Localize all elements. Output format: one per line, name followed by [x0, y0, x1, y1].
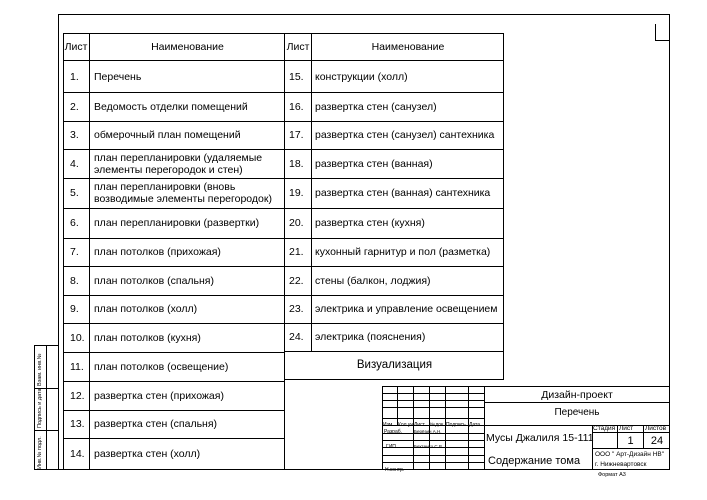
visualization-line — [285, 351, 504, 352]
developer-name: Берёзин А.Н. — [414, 429, 442, 434]
left-row-name: развертка стен (холл) — [94, 448, 201, 460]
right-sheet-header: Лист — [286, 41, 310, 53]
right-row-divider — [285, 92, 504, 93]
right-table-header-line — [285, 60, 504, 61]
left-row-divider — [63, 92, 285, 93]
right-row-num: 23. — [289, 303, 304, 315]
left-row-divider — [63, 238, 285, 239]
left-row-num: 13. — [70, 418, 85, 430]
list-label: Лист — [619, 425, 634, 432]
right-row-num: 15. — [289, 70, 304, 83]
lists-label: Листов — [645, 425, 667, 432]
right-row-name: электрика и управление освещением — [315, 303, 498, 315]
left-row-name: развертка стен (спальня) — [94, 418, 218, 430]
left-row-num: 5. — [70, 187, 79, 199]
left-row-num: 4. — [70, 157, 79, 170]
left-row-name: развертка стен (прихожая) — [94, 389, 224, 402]
right-row-name: развертка стен (ванная) сантехника — [315, 187, 491, 199]
right-row-divider — [285, 208, 504, 209]
left-row-num: 9. — [70, 303, 79, 315]
left-row-divider — [63, 121, 285, 122]
col-date: Дата — [469, 422, 481, 428]
left-table-header-line — [63, 60, 285, 61]
left-row-name: план потолков (спальня) — [94, 274, 214, 287]
left-row-name: план перепланировки (развертки) — [94, 217, 260, 229]
left-row-name: Ведомость отделки помещений — [94, 100, 248, 113]
left-row-name: план потолков (прихожая) — [94, 246, 221, 258]
right-table — [285, 33, 504, 380]
left-row-num: 8. — [70, 274, 79, 287]
left-row-name: план перепланировки (вновь возводимые элементы перегородок) — [94, 181, 272, 205]
left-row-divider — [63, 178, 285, 179]
col-list: Лист — [414, 422, 425, 428]
right-row-num: 17. — [289, 129, 304, 141]
address: Мусы Джалиля 15-111 — [486, 432, 594, 444]
content-title: Содержание тома — [488, 455, 581, 467]
binding-strip-divider — [46, 345, 47, 470]
right-row-name: кухонный гарнитур и пол (разметка) — [315, 246, 491, 258]
left-row-divider — [63, 410, 285, 411]
left-row-num: 7. — [70, 246, 79, 258]
left-row-name: план перепланировки (удаляемые элементы перегородок и стен) — [94, 151, 263, 176]
right-row-divider — [285, 266, 504, 267]
left-row-divider — [63, 149, 285, 150]
col-izm: Изм. — [383, 422, 394, 428]
left-table-col-divider — [89, 33, 90, 470]
left-row-name: план потолков (холл) — [94, 303, 198, 315]
company-city: г. Нижневартовск — [595, 461, 647, 468]
stage-label: Стадия — [593, 425, 616, 432]
left-row-name: обмерочный план помещений — [94, 129, 241, 141]
left-row-divider — [63, 352, 285, 353]
right-row-num: 18. — [289, 157, 304, 170]
role-developer: Разраб. — [384, 429, 403, 435]
tb-hline — [484, 402, 670, 403]
tb-hline — [592, 448, 670, 449]
left-row-num: 6. — [70, 217, 79, 229]
right-row-divider — [285, 323, 504, 324]
left-row-num: 12. — [70, 389, 85, 402]
left-row-divider — [63, 295, 285, 296]
company-name: ООО " Арт-Дизайн НВ" — [595, 451, 665, 458]
right-row-name: развертка стен (ванная) — [315, 157, 433, 170]
right-row-divider — [285, 295, 504, 296]
inv-dup-label: Взам. инв.№ — [37, 353, 43, 386]
binding-strip-line — [34, 430, 58, 431]
right-row-name: развертка стен (санузел) сантехника — [315, 129, 495, 141]
left-row-name: Перечень — [94, 70, 142, 83]
right-row-name: развертка стен (кухня) — [315, 217, 425, 229]
sheet-name: Перечень — [554, 407, 600, 418]
inv-orig-label: Инв.№ подл. — [37, 436, 43, 469]
left-row-num: 2. — [70, 100, 79, 113]
right-row-divider — [285, 121, 504, 122]
col-ndok: №док. — [430, 422, 445, 428]
right-table-col-divider — [311, 33, 312, 351]
col-kol: Кол.уч — [398, 422, 413, 428]
left-row-divider — [63, 323, 285, 324]
role-norm-control: Н.контр. — [385, 467, 405, 473]
left-row-divider — [63, 381, 285, 382]
left-row-divider — [63, 266, 285, 267]
right-row-name: стены (балкон, лоджия) — [315, 274, 431, 287]
left-row-divider — [63, 208, 285, 209]
frame-corner-mark — [655, 24, 670, 41]
left-row-num: 10. — [70, 331, 85, 344]
left-row-name: план потолков (освещение) — [94, 360, 229, 373]
right-row-name: конструкции (холл) — [315, 70, 408, 83]
right-row-num: 22. — [289, 274, 304, 287]
right-row-divider — [285, 149, 504, 150]
right-row-num: 20. — [289, 217, 304, 229]
left-sheet-header: Лист — [64, 41, 88, 53]
project-title: Дизайн-проект — [541, 389, 613, 401]
right-row-num: 24. — [289, 331, 304, 343]
sign-date-label: Подпись и дата — [37, 388, 43, 428]
left-row-divider — [63, 438, 285, 439]
gip-name: Бехтенко С.В. — [414, 444, 444, 449]
right-row-num: 19. — [289, 187, 304, 199]
right-row-divider — [285, 238, 504, 239]
right-row-name: электрика (пояснения) — [315, 331, 426, 343]
right-row-num: 16. — [289, 100, 304, 113]
right-row-divider — [285, 178, 504, 179]
visualization-label: Визуализация — [356, 359, 433, 371]
right-name-header: Наименование — [371, 41, 445, 53]
role-gip: ГИП — [386, 444, 396, 450]
right-row-name: развертка стен (санузел) — [315, 100, 437, 113]
col-sign: Подпись — [446, 422, 466, 428]
left-row-name: план потолков (кухня) — [94, 331, 201, 344]
left-row-num: 11. — [70, 360, 84, 373]
left-row-num: 1. — [70, 70, 79, 83]
format-label: Формат А3 — [598, 472, 626, 478]
right-row-num: 21. — [289, 246, 304, 258]
list-value: 1 — [627, 435, 634, 447]
lists-value: 24 — [650, 435, 664, 447]
left-name-header: Наименование — [151, 41, 224, 53]
left-row-num: 14. — [70, 448, 85, 460]
left-row-num: 3. — [70, 129, 79, 141]
